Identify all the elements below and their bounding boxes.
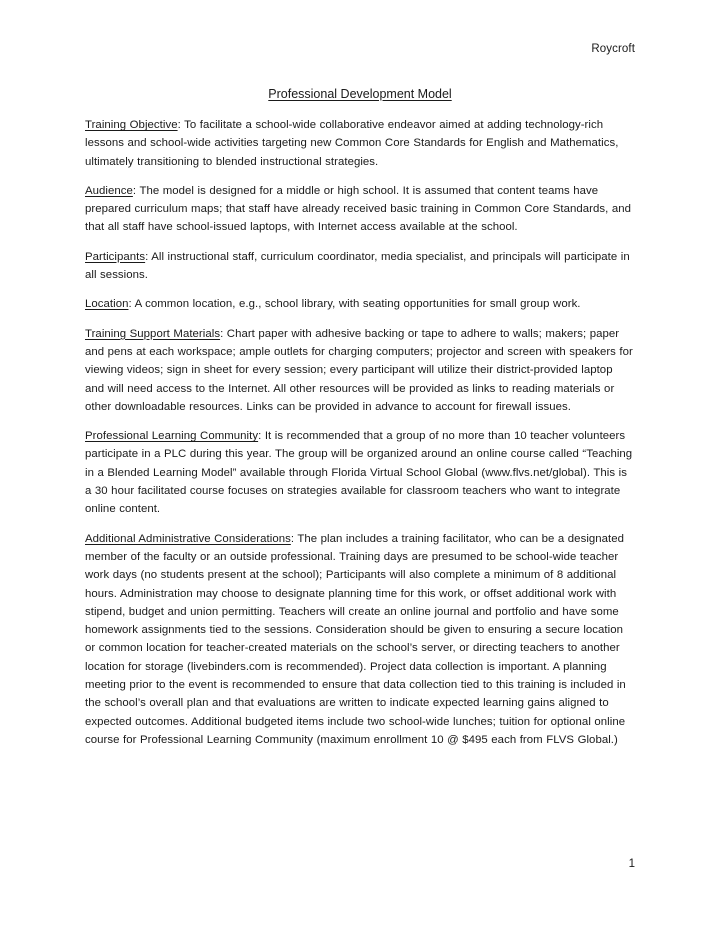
section-text: The model is designed for a middle or high school. It is assumed that content teams have prepared curriculum maps; that staff have already received basic training in Common Core Standards, and that all staff have school-issued laptops, with Internet access available at the school. <box>85 184 632 234</box>
section-text: It is recommended that a group of no more than 10 teacher volunteers participate in a PLC during this year. The group will be organized around an online course called “Teaching in a Blended Learning Model” available through Florida Virtual School Global (www.flvs.net/global). This is a 30 hour facilitated course focuses on strategies available for classroom teachers who want to integrate online content. <box>85 430 633 516</box>
section-text: A common location, e.g., school library, with seating opportunities for small group work. <box>134 298 581 311</box>
section-label: Additional Administrative Considerations <box>85 532 291 545</box>
section-label: Training Support Materials <box>85 327 221 340</box>
section-label: Audience <box>85 184 133 197</box>
section-text: Chart paper with adhesive backing or tape to adhere to walls; makers; paper and pens at each workspace; ample outlets for charging computers; projector and screen with speakers for viewing videos; sign in sheet for every session; every participant will utilize their district-provided laptop and will need access to the Internet. All other resources will be provided as links to reading materials or other downloadable resources. Links can be provided in advance to account for firewall issues. <box>85 327 633 413</box>
section-text: All instructional staff, curriculum coordinator, media specialist, and principals will participate in all sessions. <box>85 250 630 282</box>
document-body <box>85 116 635 760</box>
section-training-support-materials: Training Support Materials: Chart paper with adhesive backing or tape to adhere to walls; makers; paper and pens at each workspace; ample outlets for charging computers; projector and screen with speakers for viewing videos; sign in sheet for every session; every participant will utilize their district-provided laptop and will need access to the Internet. All other resources will be provided as links to reading materials or other downloadable resources. Links can be provided in advance to account for firewall issues. <box>85 327 633 413</box>
section-label: Professional Learning Community <box>85 430 259 443</box>
section-additional-administrative-considerations: Additional Administrative Considerations: The plan includes a training facilitator, who can be a designated member of the faculty or an outside professional. Training days are presumed to be school-wide teacher work days (no students present at the school); Participants will also complete a minimum of 8 additional hours. Administration may choose to designate planning time for this work, or offset additional work with stipend, budget and union permitting. Teachers will create an online journal and portfolio and have some homework assignments tied to the sessions. Consideration should be given to ensuring a secure location or common location for teacher-created materials on the school’s server, or directing teachers to another location for storage (livebinders.com is recommended). Project data collection is important. A planning meeting prior to the event is recommended to ensure that data collection tied to this training is included in the school’s overall plan and that evaluations are written to indicate expected learning gains aligned to expected outcomes. Additional budgeted items include two school-wide lunches; tuition for optional online course for Professional Learning Community (maximum enrollment 10 @ $495 each from FLVS Global.) <box>85 532 626 746</box>
page-number: 1 <box>628 858 635 870</box>
running-header-author: Roycroft <box>591 43 635 55</box>
section-training-objective: Training Objective: To facilitate a school-wide collaborative endeavor aimed at adding technology-rich lessons and school-wide activities targeting new Common Core Standards for English and Mathematics, ultimately transitioning to blended instructional strategies. <box>85 119 619 168</box>
section-label: Training Objective <box>85 119 178 131</box>
page-title-text: Professional Development Model <box>268 87 452 101</box>
section-text: The plan includes a training facilitator, who can be a designated member of the faculty or an outside professional. Training days are presumed to be school-wide teacher work days (no students present at the school); Participants will also complete a minimum of 8 additional hours. Administration may choose to designate planning time for this work, or offset additional work with stipend, budget and union permitting. Teachers will create an online journal and portfolio and have some homework assignments tied to the sessions. Consideration should be given to ensuring a secure location or common location for teacher-created materials on the school’s server, or directing teachers to another location for storage (livebinders.com is recommended). Project data collection is important. A planning meeting prior to the event is recommended to ensure that data collection tied to this training is included in the school’s overall plan and that evaluations are written to indicate expected learning gains aligned to expected outcomes. Additional budgeted items include two school-wide lunches; tuition for optional online course for Professional Learning Community (maximum enrollment 10 @ $495 each from FLVS Global.) <box>85 532 626 746</box>
section-label: Participants <box>85 250 146 263</box>
section-audience: Audience: The model is designed for a middle or high school. It is assumed that content teams have prepared curriculum maps; that staff have already received basic training in Common Core Standards, and that all staff have school-issued laptops, with Internet access available at the school. <box>85 184 632 234</box>
page-title <box>0 87 720 101</box>
section-participants: Participants: All instructional staff, curriculum coordinator, media specialist, and principals will participate in all sessions. <box>85 250 630 282</box>
section-location: Location: A common location, e.g., school library, with seating opportunities for small group work. <box>85 298 581 311</box>
section-label: Location <box>85 298 129 311</box>
section-text: To facilitate a school-wide collaborative endeavor aimed at adding technology-rich lessons and school-wide activities targeting new Common Core Standards for English and Mathematics, ultimately transitioning to blended instructional strategies. <box>85 119 619 168</box>
section-professional-learning-community: Professional Learning Community: It is recommended that a group of no more than 10 teacher volunteers participate in a PLC during this year. The group will be organized around an online course called “Teaching in a Blended Learning Model” available through Florida Virtual School Global (www.flvs.net/global). This is a 30 hour facilitated course focuses on strategies available for classroom teachers who want to integrate online content. <box>85 430 633 516</box>
